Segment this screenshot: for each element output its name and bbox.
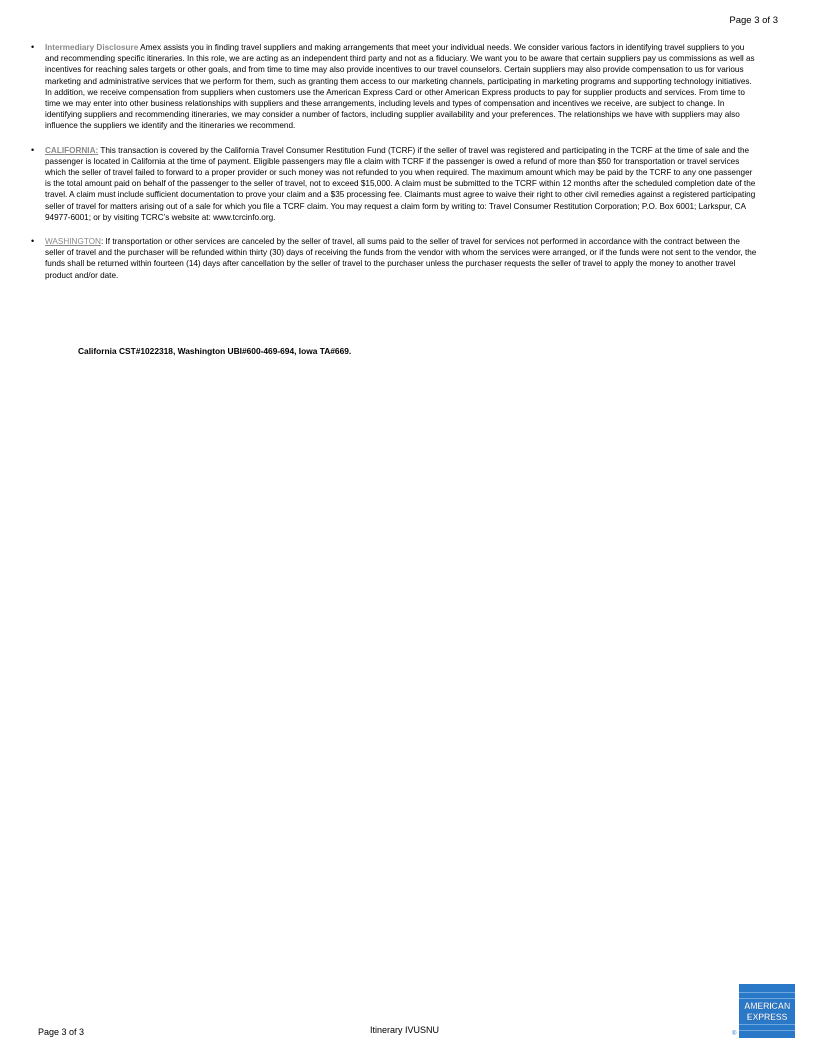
- itinerary-id: Itinerary IVUSNU: [370, 1025, 440, 1035]
- bullet-dot: •: [31, 42, 35, 52]
- bullet-dot: •: [31, 236, 35, 247]
- license-numbers: California CST#1022318, Washington UBI#600-469-694, Iowa TA#669.: [78, 346, 352, 356]
- logo-word-american: AMERICAN: [743, 1001, 791, 1011]
- washington-disclosure-item: [30, 236, 757, 281]
- page-indicator-top: Page 3 of 3: [729, 15, 778, 26]
- disclosure-list: [30, 42, 757, 294]
- intermediary-disclosure-item: [30, 42, 757, 132]
- california-heading-link[interactable]: CALIFORNIA:: [45, 145, 99, 155]
- washington-heading-link[interactable]: WASHINGTON: [45, 237, 101, 247]
- california-disclosure-item: [30, 145, 757, 223]
- intermediary-disclosure-text: Amex assists you in finding travel suppliers and making arrangements that meet your individual needs. We consider various factors in identifying travel suppliers to you and recommending specific itineraries. In this role, we are acting as an independent third party and not as a fiduciary. We want you to be aware that certain suppliers pay us commissions as well as incentives for reaching sales targets or other goals, and from time to time may also provide incentives to our travel counselors. Certain suppliers may also provide compensation to us for various marketing and administrative services that we perform for them, such as granting them access to our marketing channels, participating in marketing programs and supporting technology initiatives. In addition, we receive compensation from suppliers when customers use the American Express Card or other American Express products to pay for supplier products and services. From time to time we may enter into other business relationships with suppliers and these arrangements, including levels and types of compensation and incentives we receive, are subject to change. In identifying suppliers and recommending itineraries, we may consider a number of factors, including supplier availability and your preferences. The relationships we have with suppliers may also influence the suppliers we identify and the itineraries we recommend.: [45, 43, 755, 131]
- logo-word-express: EXPRESS: [746, 1012, 788, 1022]
- bullet-dot: •: [31, 144, 35, 155]
- california-disclosure-text: This transaction is covered by the California Travel Consumer Restitution Fund (TCRF) if the seller of travel was registered and participating in the TCRF at the time of sale and the passenger is located in California at the time of payment. Eligible passengers may file a claim with TCRF if the passenger is owed a refund of more than $50 for transportation or travel services which the seller of travel failed to forward to a proper provider or such money was not refunded to you when required. The maximum amount which may be paid by the TCRF to any one passenger is the total amount paid on behalf of the passenger to the seller of travel, not to exceed $15,000. A claim must be submitted to the TCRF within 12 months after the scheduled completion date of the travel. A claim must include sufficient documentation to prove your claim and a $35 processing fee. Claimants must agree to waive their right to other civil remedies against a registered participating seller of travel for matters arising out of a sale for which you file a TCRF claim. You may request a claim form by writing to: Travel Consumer Restitution Corporation; P.O. Box 6001; Larkspur, CA 94977-6001; or by visiting TCRC’s website at: www.tcrcinfo.org.: [45, 145, 756, 222]
- page-indicator-footer: Page 3 of 3: [38, 1027, 85, 1037]
- washington-disclosure-text: : If transportation or other services are canceled by the seller of travel, all sums paid to the seller of travel for services not performed in accordance with the contract between the seller of travel and the purchaser will be refunded within thirty (30) days of receiving the funds from the vendor with whom the services were arranged, or if the funds were not sent to the vendor, the funds shall be returned within fourteen (14) days after cancellation by the seller of travel to the purchaser unless the purchaser requests the seller of travel to apply the money to another travel product and/or date.: [45, 237, 757, 280]
- registered-mark: ®: [732, 1031, 737, 1037]
- american-express-logo: [739, 984, 795, 1038]
- intermediary-disclosure-heading: Intermediary Disclosure: [45, 43, 139, 52]
